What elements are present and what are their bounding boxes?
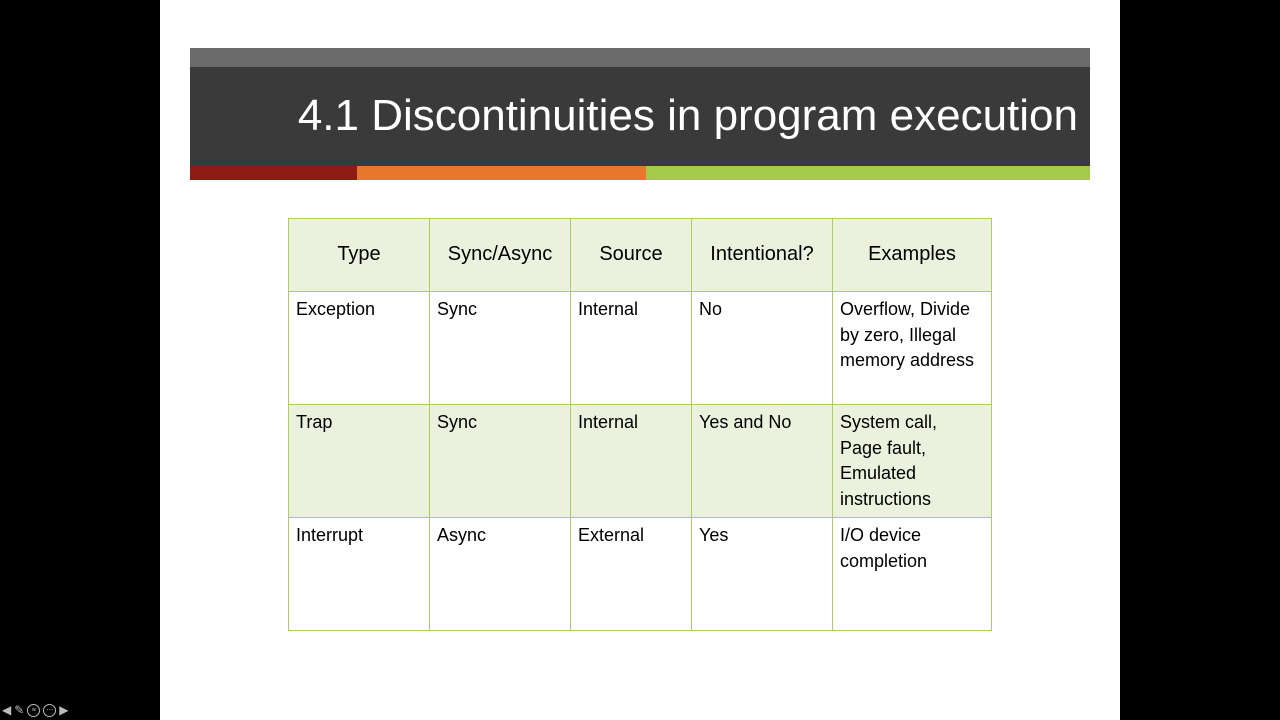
header-cell: Source (571, 219, 692, 292)
table-cell: System call, Page fault, Emulated instructions (833, 405, 992, 518)
discontinuities-table (288, 218, 992, 631)
previous-arrow-icon[interactable]: ◀ (2, 703, 12, 717)
table-cell: Internal (571, 405, 692, 518)
title-top-band (190, 48, 1090, 67)
header-cell: Sync/Async (430, 219, 571, 292)
slide (160, 0, 1120, 720)
accent-stripe-orange (357, 166, 646, 180)
table-cell: Trap (289, 405, 430, 518)
table-cell: Yes and No (692, 405, 833, 518)
table-cell: Overflow, Divide by zero, Illegal memory address (833, 292, 992, 405)
table-cell: I/O device completion (833, 518, 992, 631)
pen-icon[interactable]: ✎ (14, 703, 25, 717)
header-cell: Type (289, 219, 430, 292)
table-cell: Async (430, 518, 571, 631)
slide-title: 4.1 Discontinuities in program execution (297, 91, 1078, 140)
table-row (289, 518, 992, 631)
table-header-row (289, 219, 992, 292)
table-cell: Exception (289, 292, 430, 405)
slide-menu-icon[interactable]: ≡ (27, 704, 40, 717)
table-cell: External (571, 518, 692, 631)
header-cell: Intentional? (692, 219, 833, 292)
table-cell: Yes (692, 518, 833, 631)
table-cell: Internal (571, 292, 692, 405)
header-cell: Examples (833, 219, 992, 292)
table-row (289, 292, 992, 405)
accent-stripe-green (646, 166, 1090, 180)
slideshow-controls (2, 703, 69, 717)
table-cell: Sync (430, 292, 571, 405)
table-cell: Interrupt (289, 518, 430, 631)
accent-stripe-red (190, 166, 357, 180)
title-bar (190, 67, 1090, 166)
more-options-icon[interactable]: ⋯ (43, 704, 56, 717)
table-cell: No (692, 292, 833, 405)
table-row (289, 405, 992, 518)
table-cell: Sync (430, 405, 571, 518)
next-arrow-icon[interactable]: ▶ (59, 703, 69, 717)
